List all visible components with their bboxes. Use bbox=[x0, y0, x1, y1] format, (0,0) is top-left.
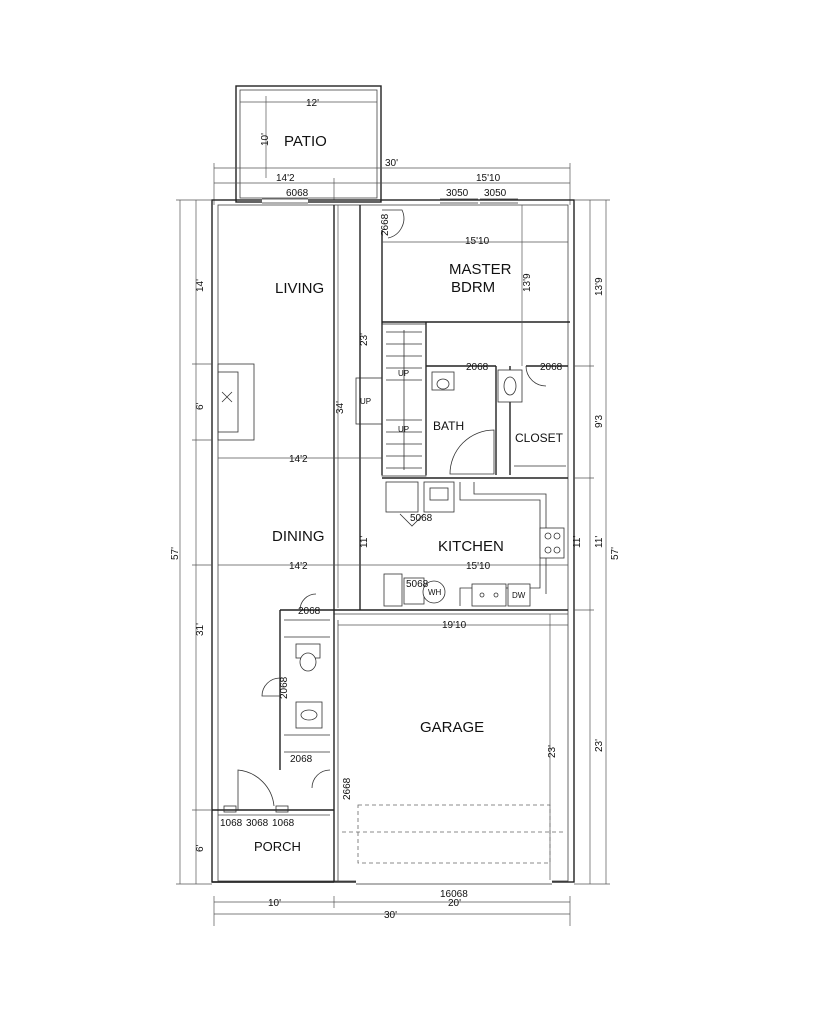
bottom-left-dim: 10' bbox=[268, 898, 282, 909]
half-bath-side-code: 2068 bbox=[279, 676, 290, 699]
pantry-code-1: 5068 bbox=[410, 513, 433, 524]
kitchen-width-dim: 15'10 bbox=[466, 561, 491, 572]
lower-left-depth-dim: 31' bbox=[195, 622, 206, 636]
kitchen bbox=[384, 482, 583, 606]
stair-up-label-3: UP bbox=[398, 425, 410, 434]
slider-door-code: 6068 bbox=[286, 188, 309, 199]
exterior-walls bbox=[212, 199, 574, 882]
overall-depth-right: 57' bbox=[610, 546, 621, 560]
half-bath bbox=[262, 594, 330, 788]
garage-label: GARAGE bbox=[420, 719, 485, 736]
garage-door-code: 16068 bbox=[440, 889, 468, 900]
bottom-right-dim: 20' bbox=[448, 898, 462, 909]
patio-area bbox=[236, 86, 381, 202]
porch-door-code-mid: 3068 bbox=[246, 818, 269, 829]
porch-door-code-right: 1068 bbox=[272, 818, 295, 829]
garage bbox=[338, 614, 568, 884]
dining-width-dim: 14'2 bbox=[289, 561, 308, 572]
kitchen-label: KITCHEN bbox=[438, 538, 504, 555]
right-width-top: 15'10 bbox=[476, 173, 501, 184]
interior-walls bbox=[212, 205, 570, 882]
living-width-dim: 14'2 bbox=[289, 454, 308, 465]
dining-depth-dim: 11' bbox=[359, 535, 370, 548]
patio-depth-dim: 10' bbox=[260, 132, 271, 146]
porch-door-code-left: 1068 bbox=[220, 818, 243, 829]
left-dimensions bbox=[170, 200, 212, 884]
stair-up-label-1: UP bbox=[398, 369, 410, 378]
right-depth-c-dim: 11' bbox=[594, 535, 605, 548]
pantry-code-2: 5068 bbox=[406, 579, 429, 590]
master-bedroom-label-2: BDRM bbox=[451, 279, 496, 296]
garage-width-dim: 19'10 bbox=[442, 620, 467, 631]
porch bbox=[212, 770, 334, 882]
porch-label: PORCH bbox=[254, 839, 301, 854]
right-depth-d-dim: 23' bbox=[594, 738, 605, 752]
living-depth-dim: 14' bbox=[195, 278, 206, 292]
window-code-2: 3050 bbox=[484, 188, 507, 199]
garage-entry-code: 2668 bbox=[342, 777, 353, 800]
bottom-total-dim: 30' bbox=[384, 910, 398, 921]
stair-height-dim: 23' bbox=[359, 332, 370, 346]
closet-door-code: 2068 bbox=[540, 362, 563, 373]
patio-label: PATIO bbox=[284, 133, 327, 150]
porch-depth-dim: 6' bbox=[195, 844, 206, 852]
master-depth-dim: 13'9 bbox=[522, 273, 533, 292]
half-bath-top-code: 2068 bbox=[298, 606, 321, 617]
fireplace-dim: 6' bbox=[195, 402, 206, 410]
bath-door-code: 2068 bbox=[466, 362, 489, 373]
overall-depth-left: 57' bbox=[170, 546, 181, 560]
stairs bbox=[356, 324, 426, 476]
bath-label: BATH bbox=[433, 419, 465, 433]
water-heater-label: WH bbox=[428, 588, 442, 597]
garage-depth-dim: 23' bbox=[547, 744, 558, 758]
right-depth-b-dim: 9'3 bbox=[594, 414, 605, 428]
living-label: LIVING bbox=[275, 280, 325, 297]
right-depth-a-dim: 13'9 bbox=[594, 277, 605, 296]
master-door-code: 2668 bbox=[380, 213, 391, 236]
dishwasher-label: DW bbox=[512, 591, 526, 600]
overall-width-top: 30' bbox=[385, 158, 399, 169]
half-bath-bottom-code: 2068 bbox=[290, 754, 313, 765]
left-width-top: 14'2 bbox=[276, 173, 295, 184]
master-width-dim: 15'10 bbox=[465, 236, 490, 247]
patio-width-dim: 12' bbox=[306, 98, 320, 109]
window-code-1: 3050 bbox=[446, 188, 469, 199]
bottom-dimensions bbox=[214, 889, 570, 926]
stair-up-label-2: UP bbox=[360, 397, 372, 406]
living-dining-depth-dim: 34' bbox=[335, 400, 346, 414]
closet-label: CLOSET bbox=[515, 431, 564, 445]
master-bath bbox=[432, 362, 522, 474]
master-bedroom bbox=[380, 205, 568, 366]
dining-label: DINING bbox=[272, 528, 325, 545]
kitchen-depth-dim: 11' bbox=[572, 535, 583, 548]
dining-room bbox=[272, 528, 370, 572]
master-bedroom-label-1: MASTER bbox=[449, 261, 512, 278]
